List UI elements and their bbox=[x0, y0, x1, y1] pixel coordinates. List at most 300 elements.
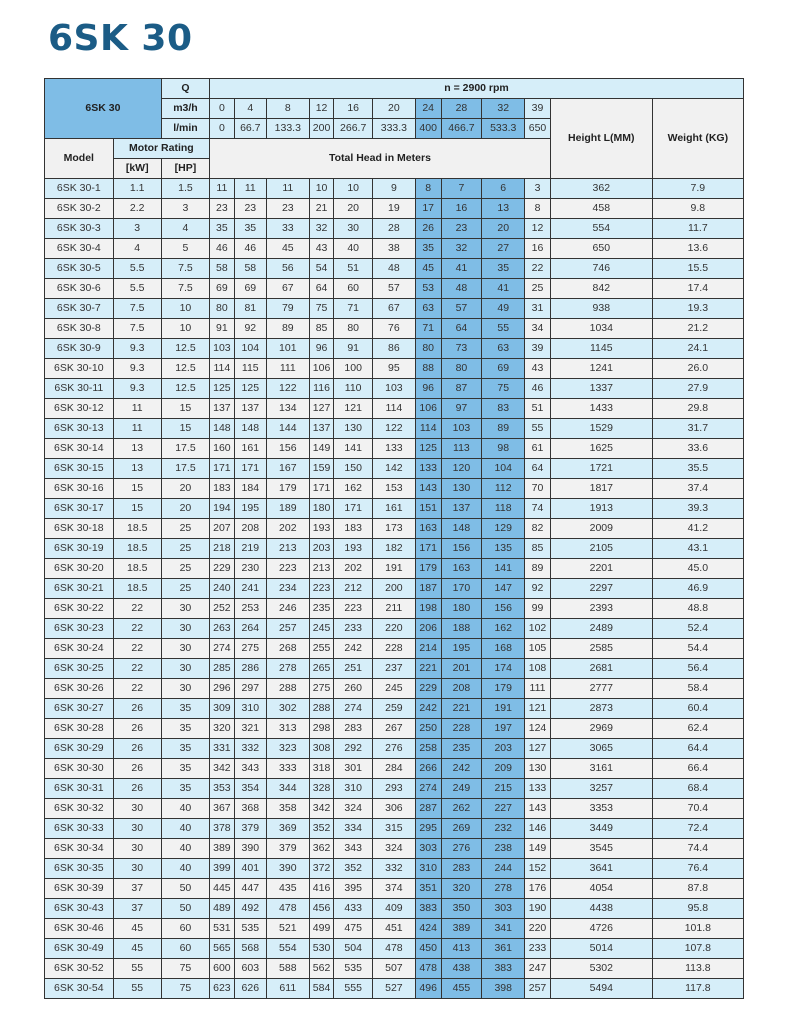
head-cell: 324 bbox=[334, 799, 373, 819]
head-cell: 208 bbox=[234, 519, 266, 539]
table-row bbox=[45, 859, 744, 879]
model-cell: 6SK 30-32 bbox=[45, 799, 114, 819]
head-cell: 130 bbox=[525, 759, 551, 779]
head-cell: 184 bbox=[234, 479, 266, 499]
head-cell: 55 bbox=[525, 419, 551, 439]
head-cell: 101 bbox=[266, 339, 309, 359]
page-title: 6SK 30 bbox=[48, 18, 193, 59]
head-cell: 58 bbox=[210, 259, 235, 279]
model-cell: 6SK 30-9 bbox=[45, 339, 114, 359]
height-cell: 3641 bbox=[550, 859, 652, 879]
head-cell: 13 bbox=[482, 199, 525, 219]
height-cell: 3257 bbox=[550, 779, 652, 799]
kw-cell: 15 bbox=[113, 479, 161, 499]
head-cell: 197 bbox=[482, 719, 525, 739]
table-row bbox=[45, 199, 744, 219]
head-cell: 148 bbox=[210, 419, 235, 439]
head-cell: 588 bbox=[266, 959, 309, 979]
head-cell: 67 bbox=[372, 299, 415, 319]
hp-cell: 1.5 bbox=[161, 179, 209, 199]
kw-cell: 11 bbox=[113, 419, 161, 439]
head-cell: 46 bbox=[525, 379, 551, 399]
head-cell: 171 bbox=[309, 479, 334, 499]
head-cell: 57 bbox=[372, 279, 415, 299]
kw-cell: 22 bbox=[113, 659, 161, 679]
head-cell: 137 bbox=[309, 419, 334, 439]
head-cell: 310 bbox=[234, 699, 266, 719]
model-header: Model bbox=[45, 139, 114, 179]
kw-cell: 45 bbox=[113, 919, 161, 939]
head-cell: 125 bbox=[210, 379, 235, 399]
flow-m3h-cell: 0 bbox=[210, 99, 235, 119]
head-cell: 183 bbox=[334, 519, 373, 539]
kw-cell: 22 bbox=[113, 639, 161, 659]
head-cell: 206 bbox=[415, 619, 441, 639]
head-cell: 323 bbox=[266, 739, 309, 759]
head-cell: 301 bbox=[334, 759, 373, 779]
hp-cell: 40 bbox=[161, 819, 209, 839]
hp-cell: 17.5 bbox=[161, 459, 209, 479]
head-cell: 22 bbox=[525, 259, 551, 279]
head-cell: 98 bbox=[482, 439, 525, 459]
head-cell: 611 bbox=[266, 979, 309, 999]
head-cell: 75 bbox=[309, 299, 334, 319]
table-row bbox=[45, 319, 744, 339]
head-cell: 89 bbox=[266, 319, 309, 339]
kw-cell: 30 bbox=[113, 859, 161, 879]
head-cell: 137 bbox=[234, 399, 266, 419]
kw-cell: 22 bbox=[113, 599, 161, 619]
head-cell: 64 bbox=[309, 279, 334, 299]
height-cell: 5494 bbox=[550, 979, 652, 999]
head-cell: 233 bbox=[334, 619, 373, 639]
head-cell: 584 bbox=[309, 979, 334, 999]
head-cell: 218 bbox=[210, 539, 235, 559]
hp-cell: 20 bbox=[161, 499, 209, 519]
height-cell: 2393 bbox=[550, 599, 652, 619]
head-cell: 292 bbox=[334, 739, 373, 759]
hp-cell: 30 bbox=[161, 639, 209, 659]
head-cell: 228 bbox=[441, 719, 482, 739]
weight-cell: 54.4 bbox=[652, 639, 743, 659]
weight-cell: 27.9 bbox=[652, 379, 743, 399]
head-cell: 507 bbox=[372, 959, 415, 979]
model-cell: 6SK 30-21 bbox=[45, 579, 114, 599]
head-cell: 451 bbox=[372, 919, 415, 939]
head-cell: 121 bbox=[525, 699, 551, 719]
head-cell: 10 bbox=[309, 179, 334, 199]
head-cell: 75 bbox=[482, 379, 525, 399]
head-cell: 69 bbox=[482, 359, 525, 379]
head-cell: 170 bbox=[441, 579, 482, 599]
head-cell: 8 bbox=[525, 199, 551, 219]
weight-cell: 113.8 bbox=[652, 959, 743, 979]
head-cell: 122 bbox=[372, 419, 415, 439]
head-cell: 343 bbox=[334, 839, 373, 859]
hp-cell: 40 bbox=[161, 799, 209, 819]
head-cell: 162 bbox=[482, 619, 525, 639]
height-cell: 2297 bbox=[550, 579, 652, 599]
head-cell: 456 bbox=[309, 899, 334, 919]
table-row bbox=[45, 699, 744, 719]
head-cell: 198 bbox=[415, 599, 441, 619]
head-cell: 110 bbox=[334, 379, 373, 399]
table-row bbox=[45, 619, 744, 639]
head-cell: 103 bbox=[441, 419, 482, 439]
head-cell: 318 bbox=[309, 759, 334, 779]
head-cell: 11 bbox=[234, 179, 266, 199]
head-cell: 89 bbox=[482, 419, 525, 439]
head-cell: 372 bbox=[309, 859, 334, 879]
table-row bbox=[45, 919, 744, 939]
height-cell: 4726 bbox=[550, 919, 652, 939]
table-row bbox=[45, 759, 744, 779]
head-cell: 401 bbox=[234, 859, 266, 879]
table-row bbox=[45, 819, 744, 839]
kw-cell: 7.5 bbox=[113, 299, 161, 319]
head-cell: 156 bbox=[266, 439, 309, 459]
head-cell: 499 bbox=[309, 919, 334, 939]
model-cell: 6SK 30-10 bbox=[45, 359, 114, 379]
flow-lmin-cell: 533.3 bbox=[482, 119, 525, 139]
head-cell: 283 bbox=[441, 859, 482, 879]
head-cell: 122 bbox=[266, 379, 309, 399]
head-cell: 20 bbox=[482, 219, 525, 239]
head-cell: 220 bbox=[525, 919, 551, 939]
model-cell: 6SK 30-29 bbox=[45, 739, 114, 759]
head-cell: 26 bbox=[415, 219, 441, 239]
head-cell: 187 bbox=[415, 579, 441, 599]
head-cell: 433 bbox=[334, 899, 373, 919]
hp-cell: 7.5 bbox=[161, 279, 209, 299]
kw-cell: 5.5 bbox=[113, 279, 161, 299]
head-cell: 303 bbox=[415, 839, 441, 859]
head-cell: 64 bbox=[441, 319, 482, 339]
head-cell: 455 bbox=[441, 979, 482, 999]
head-cell: 45 bbox=[415, 259, 441, 279]
kw-cell: 18.5 bbox=[113, 559, 161, 579]
height-cell: 2777 bbox=[550, 679, 652, 699]
head-cell: 80 bbox=[441, 359, 482, 379]
table-row bbox=[45, 979, 744, 999]
head-cell: 76 bbox=[372, 319, 415, 339]
height-cell: 554 bbox=[550, 219, 652, 239]
head-cell: 163 bbox=[441, 559, 482, 579]
model-cell: 6SK 30-6 bbox=[45, 279, 114, 299]
head-cell: 389 bbox=[441, 919, 482, 939]
table-row bbox=[45, 399, 744, 419]
hp-cell: 25 bbox=[161, 559, 209, 579]
height-cell: 2489 bbox=[550, 619, 652, 639]
height-header: Height L(MM) bbox=[550, 99, 652, 179]
head-cell: 120 bbox=[441, 459, 482, 479]
head-cell: 554 bbox=[266, 939, 309, 959]
head-cell: 193 bbox=[334, 539, 373, 559]
head-cell: 228 bbox=[372, 639, 415, 659]
head-cell: 354 bbox=[234, 779, 266, 799]
head-cell: 60 bbox=[334, 279, 373, 299]
model-cell: 6SK 30-31 bbox=[45, 779, 114, 799]
height-cell: 1433 bbox=[550, 399, 652, 419]
head-cell: 358 bbox=[266, 799, 309, 819]
head-cell: 38 bbox=[372, 239, 415, 259]
head-cell: 383 bbox=[415, 899, 441, 919]
head-cell: 445 bbox=[210, 879, 235, 899]
hp-cell: 75 bbox=[161, 959, 209, 979]
head-cell: 478 bbox=[372, 939, 415, 959]
head-cell: 390 bbox=[234, 839, 266, 859]
model-cell: 6SK 30-14 bbox=[45, 439, 114, 459]
weight-cell: 87.8 bbox=[652, 879, 743, 899]
head-cell: 258 bbox=[415, 739, 441, 759]
model-cell: 6SK 30-13 bbox=[45, 419, 114, 439]
head-cell: 288 bbox=[309, 699, 334, 719]
kw-cell: 3 bbox=[113, 219, 161, 239]
height-cell: 4438 bbox=[550, 899, 652, 919]
head-cell: 478 bbox=[266, 899, 309, 919]
series-header: 6SK 30 bbox=[45, 79, 162, 139]
table-row bbox=[45, 279, 744, 299]
kw-cell: 11 bbox=[113, 399, 161, 419]
head-cell: 379 bbox=[266, 839, 309, 859]
kw-cell: 9.3 bbox=[113, 359, 161, 379]
table-row bbox=[45, 499, 744, 519]
table-row bbox=[45, 539, 744, 559]
head-cell: 603 bbox=[234, 959, 266, 979]
head-cell: 221 bbox=[441, 699, 482, 719]
head-cell: 61 bbox=[525, 439, 551, 459]
head-cell: 268 bbox=[266, 639, 309, 659]
head-cell: 147 bbox=[482, 579, 525, 599]
motor-rating-header: Motor Rating bbox=[113, 139, 209, 159]
head-cell: 200 bbox=[372, 579, 415, 599]
head-cell: 19 bbox=[372, 199, 415, 219]
kw-cell: 26 bbox=[113, 699, 161, 719]
weight-cell: 31.7 bbox=[652, 419, 743, 439]
kw-cell: 55 bbox=[113, 959, 161, 979]
head-cell: 229 bbox=[210, 559, 235, 579]
table-row bbox=[45, 339, 744, 359]
head-cell: 267 bbox=[372, 719, 415, 739]
weight-cell: 95.8 bbox=[652, 899, 743, 919]
kw-cell: 30 bbox=[113, 839, 161, 859]
head-cell: 353 bbox=[210, 779, 235, 799]
head-cell: 252 bbox=[210, 599, 235, 619]
head-cell: 67 bbox=[266, 279, 309, 299]
model-cell: 6SK 30-22 bbox=[45, 599, 114, 619]
head-cell: 86 bbox=[372, 339, 415, 359]
table-row bbox=[45, 599, 744, 619]
head-cell: 80 bbox=[334, 319, 373, 339]
hp-cell: 12.5 bbox=[161, 359, 209, 379]
head-cell: 115 bbox=[234, 359, 266, 379]
table-row bbox=[45, 939, 744, 959]
head-cell: 9 bbox=[372, 179, 415, 199]
model-cell: 6SK 30-17 bbox=[45, 499, 114, 519]
model-cell: 6SK 30-27 bbox=[45, 699, 114, 719]
hp-cell: 15 bbox=[161, 399, 209, 419]
head-cell: 202 bbox=[266, 519, 309, 539]
hp-cell: 40 bbox=[161, 859, 209, 879]
head-cell: 237 bbox=[372, 659, 415, 679]
kw-cell: 2.2 bbox=[113, 199, 161, 219]
head-cell: 104 bbox=[234, 339, 266, 359]
head-cell: 148 bbox=[441, 519, 482, 539]
head-cell: 70 bbox=[525, 479, 551, 499]
head-cell: 149 bbox=[525, 839, 551, 859]
head-cell: 242 bbox=[415, 699, 441, 719]
flow-m3h-cell: 20 bbox=[372, 99, 415, 119]
table-row bbox=[45, 299, 744, 319]
head-cell: 87 bbox=[441, 379, 482, 399]
kw-cell: 13 bbox=[113, 439, 161, 459]
table-row bbox=[45, 239, 744, 259]
flow-lmin-cell: 133.3 bbox=[266, 119, 309, 139]
head-cell: 103 bbox=[372, 379, 415, 399]
head-cell: 27 bbox=[482, 239, 525, 259]
hp-cell: 7.5 bbox=[161, 259, 209, 279]
kw-cell: 55 bbox=[113, 979, 161, 999]
head-cell: 191 bbox=[482, 699, 525, 719]
head-cell: 227 bbox=[482, 799, 525, 819]
head-cell: 69 bbox=[234, 279, 266, 299]
head-cell: 8 bbox=[415, 179, 441, 199]
head-cell: 242 bbox=[334, 639, 373, 659]
weight-cell: 37.4 bbox=[652, 479, 743, 499]
head-cell: 71 bbox=[415, 319, 441, 339]
height-cell: 2969 bbox=[550, 719, 652, 739]
head-cell: 88 bbox=[415, 359, 441, 379]
kw-cell: 30 bbox=[113, 799, 161, 819]
hp-cell: 35 bbox=[161, 759, 209, 779]
weight-cell: 19.3 bbox=[652, 299, 743, 319]
model-cell: 6SK 30-11 bbox=[45, 379, 114, 399]
head-cell: 35 bbox=[210, 219, 235, 239]
head-cell: 333 bbox=[266, 759, 309, 779]
hp-cell: 35 bbox=[161, 779, 209, 799]
head-cell: 97 bbox=[441, 399, 482, 419]
table-row bbox=[45, 779, 744, 799]
head-cell: 130 bbox=[334, 419, 373, 439]
height-cell: 746 bbox=[550, 259, 652, 279]
hp-cell: 35 bbox=[161, 739, 209, 759]
head-cell: 203 bbox=[309, 539, 334, 559]
hp-cell: 40 bbox=[161, 839, 209, 859]
flow-m3h-cell: 39 bbox=[525, 99, 551, 119]
head-cell: 20 bbox=[334, 199, 373, 219]
head-cell: 103 bbox=[210, 339, 235, 359]
weight-cell: 11.7 bbox=[652, 219, 743, 239]
height-cell: 4054 bbox=[550, 879, 652, 899]
head-cell: 114 bbox=[415, 419, 441, 439]
height-cell: 1241 bbox=[550, 359, 652, 379]
head-cell: 504 bbox=[334, 939, 373, 959]
head-cell: 535 bbox=[334, 959, 373, 979]
head-cell: 527 bbox=[372, 979, 415, 999]
head-cell: 127 bbox=[525, 739, 551, 759]
hp-cell: 25 bbox=[161, 519, 209, 539]
head-cell: 367 bbox=[210, 799, 235, 819]
kw-cell: 7.5 bbox=[113, 319, 161, 339]
weight-cell: 60.4 bbox=[652, 699, 743, 719]
flow-m3h-cell: 8 bbox=[266, 99, 309, 119]
model-cell: 6SK 30-25 bbox=[45, 659, 114, 679]
kw-cell: 22 bbox=[113, 679, 161, 699]
head-cell: 43 bbox=[309, 239, 334, 259]
head-cell: 263 bbox=[210, 619, 235, 639]
head-cell: 92 bbox=[234, 319, 266, 339]
head-cell: 23 bbox=[266, 199, 309, 219]
kw-cell: 37 bbox=[113, 899, 161, 919]
weight-cell: 74.4 bbox=[652, 839, 743, 859]
head-cell: 161 bbox=[234, 439, 266, 459]
weight-cell: 39.3 bbox=[652, 499, 743, 519]
head-cell: 56 bbox=[266, 259, 309, 279]
weight-cell: 70.4 bbox=[652, 799, 743, 819]
head-cell: 195 bbox=[441, 639, 482, 659]
head-cell: 112 bbox=[482, 479, 525, 499]
hp-cell: 30 bbox=[161, 659, 209, 679]
weight-cell: 41.2 bbox=[652, 519, 743, 539]
head-cell: 475 bbox=[334, 919, 373, 939]
height-cell: 1817 bbox=[550, 479, 652, 499]
head-cell: 125 bbox=[234, 379, 266, 399]
head-cell: 600 bbox=[210, 959, 235, 979]
height-cell: 2201 bbox=[550, 559, 652, 579]
head-cell: 91 bbox=[334, 339, 373, 359]
table-row bbox=[45, 639, 744, 659]
table-row bbox=[45, 379, 744, 399]
head-cell: 92 bbox=[525, 579, 551, 599]
head-cell: 234 bbox=[266, 579, 309, 599]
weight-cell: 17.4 bbox=[652, 279, 743, 299]
kw-cell: 1.1 bbox=[113, 179, 161, 199]
hp-cell: 30 bbox=[161, 599, 209, 619]
head-cell: 153 bbox=[372, 479, 415, 499]
head-cell: 150 bbox=[334, 459, 373, 479]
head-cell: 34 bbox=[525, 319, 551, 339]
head-cell: 361 bbox=[482, 939, 525, 959]
head-cell: 296 bbox=[210, 679, 235, 699]
weight-cell: 117.8 bbox=[652, 979, 743, 999]
head-cell: 389 bbox=[210, 839, 235, 859]
head-cell: 343 bbox=[234, 759, 266, 779]
speed-header: n = 2900 rpm bbox=[210, 79, 744, 99]
head-cell: 17 bbox=[415, 199, 441, 219]
head-cell: 30 bbox=[334, 219, 373, 239]
hp-cell: 4 bbox=[161, 219, 209, 239]
height-cell: 650 bbox=[550, 239, 652, 259]
kw-cell: 9.3 bbox=[113, 339, 161, 359]
head-cell: 43 bbox=[525, 359, 551, 379]
head-cell: 156 bbox=[441, 539, 482, 559]
table-row bbox=[45, 679, 744, 699]
head-cell: 398 bbox=[482, 979, 525, 999]
head-cell: 25 bbox=[525, 279, 551, 299]
head-cell: 283 bbox=[334, 719, 373, 739]
table-row bbox=[45, 259, 744, 279]
weight-cell: 15.5 bbox=[652, 259, 743, 279]
head-cell: 141 bbox=[482, 559, 525, 579]
hp-cell: 60 bbox=[161, 919, 209, 939]
model-cell: 6SK 30-23 bbox=[45, 619, 114, 639]
head-cell: 176 bbox=[525, 879, 551, 899]
hp-cell: 12.5 bbox=[161, 379, 209, 399]
head-cell: 105 bbox=[525, 639, 551, 659]
weight-cell: 62.4 bbox=[652, 719, 743, 739]
weight-cell: 43.1 bbox=[652, 539, 743, 559]
kw-cell: 30 bbox=[113, 819, 161, 839]
